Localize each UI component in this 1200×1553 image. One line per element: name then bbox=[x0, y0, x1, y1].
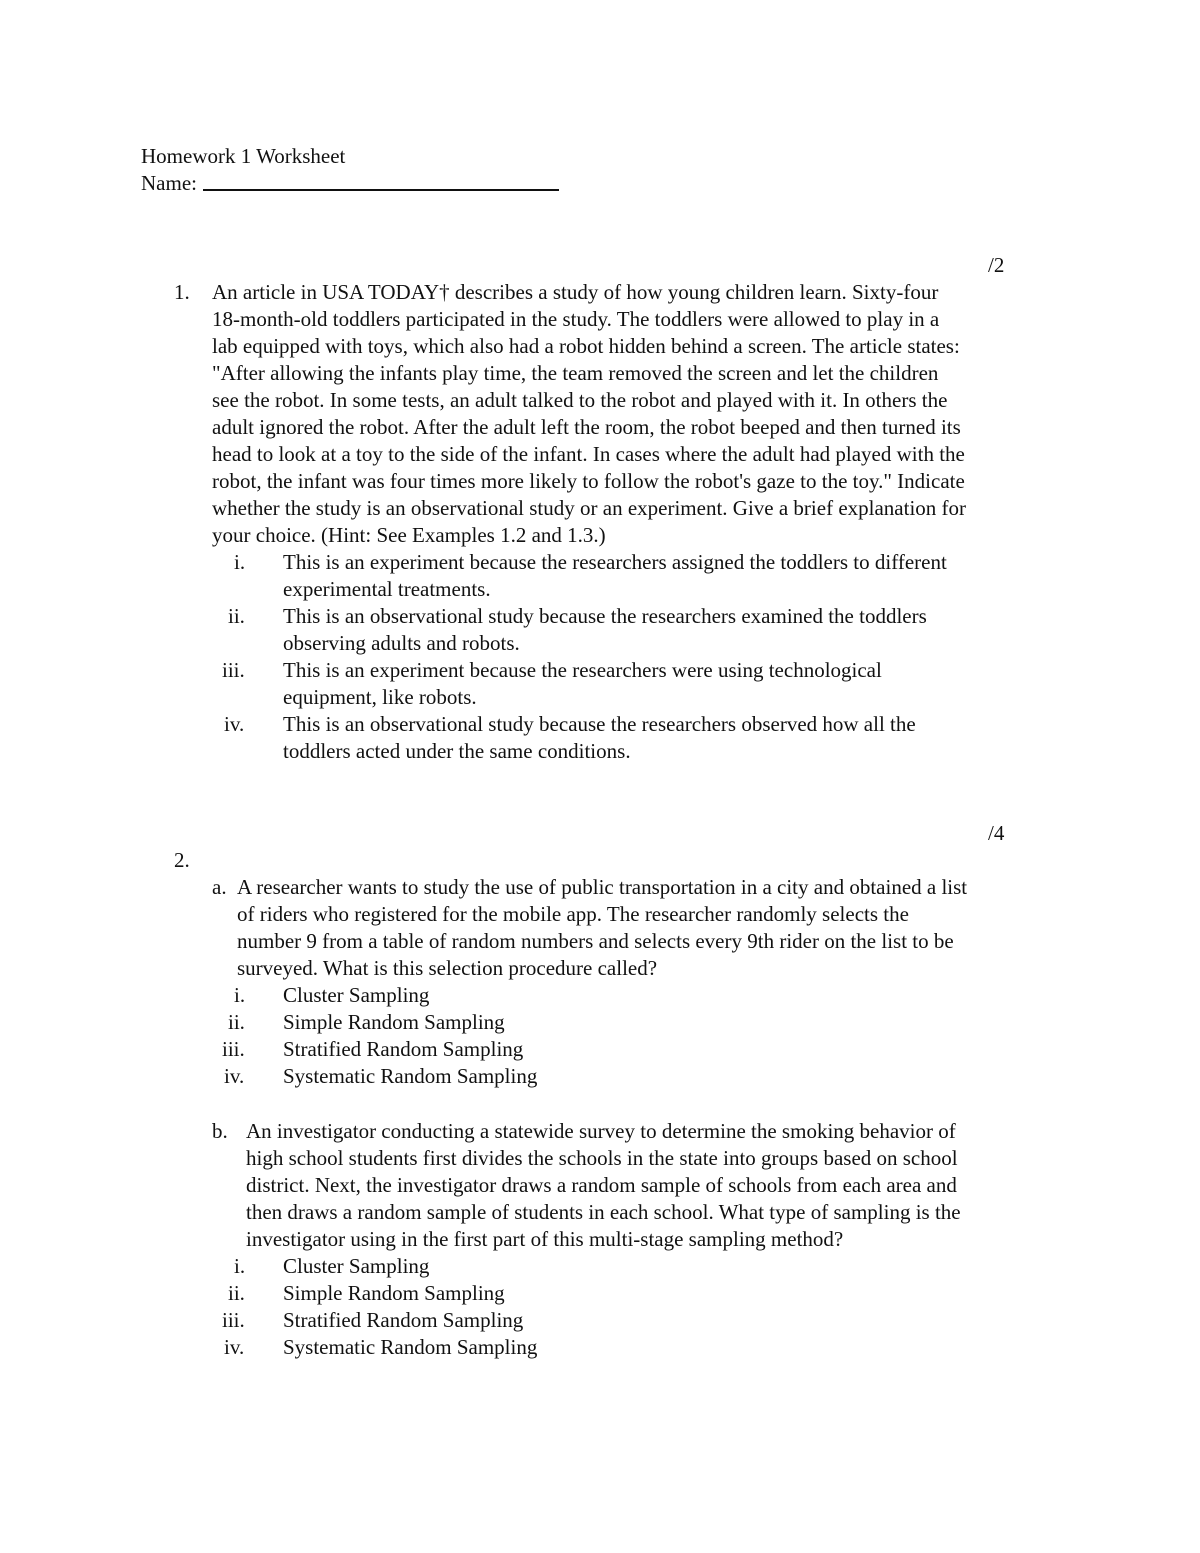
q1-line: your choice. (Hint: See Examples 1.2 and 1.3.) bbox=[212, 523, 606, 547]
q1-option-iii-text[interactable] bbox=[283, 657, 882, 711]
q1-line: robot, the infant was four times more likely to follow the robot's gaze to the toy." Indicate bbox=[212, 469, 965, 493]
q1-option-i-number: i. bbox=[234, 550, 246, 574]
q1-option-ii-line: This is an observational study because the researchers examined the toddlers bbox=[283, 604, 927, 628]
q2a-option-iii-number: iii. bbox=[222, 1037, 245, 1061]
q2a-option-i-text[interactable]: Cluster Sampling bbox=[283, 983, 430, 1007]
q2b-line: then draws a random sample of students in each school. What type of sampling is the bbox=[246, 1200, 961, 1224]
q2b-option-ii-number: ii. bbox=[228, 1281, 245, 1305]
q2b-line: high school students first divides the schools in the state into groups based on school bbox=[246, 1146, 958, 1170]
q1-option-iv-number: iv. bbox=[224, 712, 245, 736]
q2a-option-iv-number: iv. bbox=[224, 1064, 245, 1088]
q1-line: see the robot. In some tests, an adult talked to the robot and played with it. In others the bbox=[212, 388, 948, 412]
q1-option-ii-text[interactable] bbox=[283, 603, 927, 657]
q2a-line: of riders who registered for the mobile app. The researcher randomly selects the bbox=[237, 902, 909, 926]
q2-points: /4 bbox=[988, 821, 1005, 845]
name-label: Name: bbox=[141, 171, 197, 195]
q1-option-i-line: This is an experiment because the researchers assigned the toddlers to different bbox=[283, 550, 947, 574]
q2a-line: number 9 from a table of random numbers and selects every 9th rider on the list to be bbox=[237, 929, 954, 953]
q2b-option-iv-number: iv. bbox=[224, 1335, 245, 1359]
name-field bbox=[141, 170, 559, 197]
q2a-line: A researcher wants to study the use of public transportation in a city and obtained a list bbox=[237, 875, 968, 899]
q2b-letter: b. bbox=[212, 1119, 228, 1143]
q1-line: adult ignored the robot. After the adult left the room, the robot beeped and then turned its bbox=[212, 415, 961, 439]
q2a-option-iv-text[interactable]: Systematic Random Sampling bbox=[283, 1064, 538, 1088]
q1-option-iii-number: iii. bbox=[222, 658, 245, 682]
q1-line: head to look at a toy to the side of the infant. In cases where the adult had played with the bbox=[212, 442, 965, 466]
q2-number: 2. bbox=[174, 848, 190, 872]
q1-option-i-line: experimental treatments. bbox=[283, 577, 491, 601]
q2a-letter: a. bbox=[212, 875, 227, 899]
name-blank-line bbox=[203, 189, 559, 191]
q1-line: An article in USA TODAY† describes a study of how young children learn. Sixty-four bbox=[212, 280, 939, 304]
q2b-option-i-text[interactable]: Cluster Sampling bbox=[283, 1254, 430, 1278]
q1-question-text bbox=[212, 279, 1082, 549]
q1-option-iv-text[interactable] bbox=[283, 711, 916, 765]
q2b-option-iii-number: iii. bbox=[222, 1308, 245, 1332]
document-title: Homework 1 Worksheet bbox=[141, 144, 346, 168]
q1-option-iii-line: This is an experiment because the researchers were using technological bbox=[283, 658, 882, 682]
q2a-question-text bbox=[237, 874, 967, 982]
q2b-option-iv-text[interactable]: Systematic Random Sampling bbox=[283, 1335, 538, 1359]
q1-option-iv-line: This is an observational study because the researchers observed how all the bbox=[283, 712, 916, 736]
q2a-option-iii-text[interactable]: Stratified Random Sampling bbox=[283, 1037, 524, 1061]
q1-line: 18-month-old toddlers participated in the study. The toddlers were allowed to play in a bbox=[212, 307, 940, 331]
q1-line: "After allowing the infants play time, the team removed the screen and let the children bbox=[212, 361, 939, 385]
q1-option-iii-line: equipment, like robots. bbox=[283, 685, 477, 709]
q1-option-ii-line: observing adults and robots. bbox=[283, 631, 520, 655]
q1-option-iv-line: toddlers acted under the same conditions. bbox=[283, 739, 631, 763]
q2a-option-ii-text[interactable]: Simple Random Sampling bbox=[283, 1010, 505, 1034]
q2b-option-i-number: i. bbox=[234, 1254, 246, 1278]
q2a-option-i-number: i. bbox=[234, 983, 246, 1007]
q1-points: /2 bbox=[988, 253, 1005, 277]
q1-number: 1. bbox=[174, 280, 190, 304]
q1-option-i-text[interactable] bbox=[283, 549, 947, 603]
q2b-line: district. Next, the investigator draws a random sample of schools from each area and bbox=[246, 1173, 957, 1197]
q1-line: whether the study is an observational study or an experiment. Give a brief explanation for bbox=[212, 496, 967, 520]
q2b-option-ii-text[interactable]: Simple Random Sampling bbox=[283, 1281, 505, 1305]
q2a-option-ii-number: ii. bbox=[228, 1010, 245, 1034]
q1-line: lab equipped with toys, which also had a robot hidden behind a screen. The article states: bbox=[212, 334, 960, 358]
q2b-option-iii-text[interactable]: Stratified Random Sampling bbox=[283, 1308, 524, 1332]
q2b-question-text bbox=[246, 1118, 961, 1253]
q2a-line: surveyed. What is this selection procedure called? bbox=[237, 956, 658, 980]
q2b-line: investigator using in the first part of this multi-stage sampling method? bbox=[246, 1227, 844, 1251]
q1-option-ii-number: ii. bbox=[228, 604, 245, 628]
q2b-line: An investigator conducting a statewide survey to determine the smoking behavior of bbox=[246, 1119, 956, 1143]
